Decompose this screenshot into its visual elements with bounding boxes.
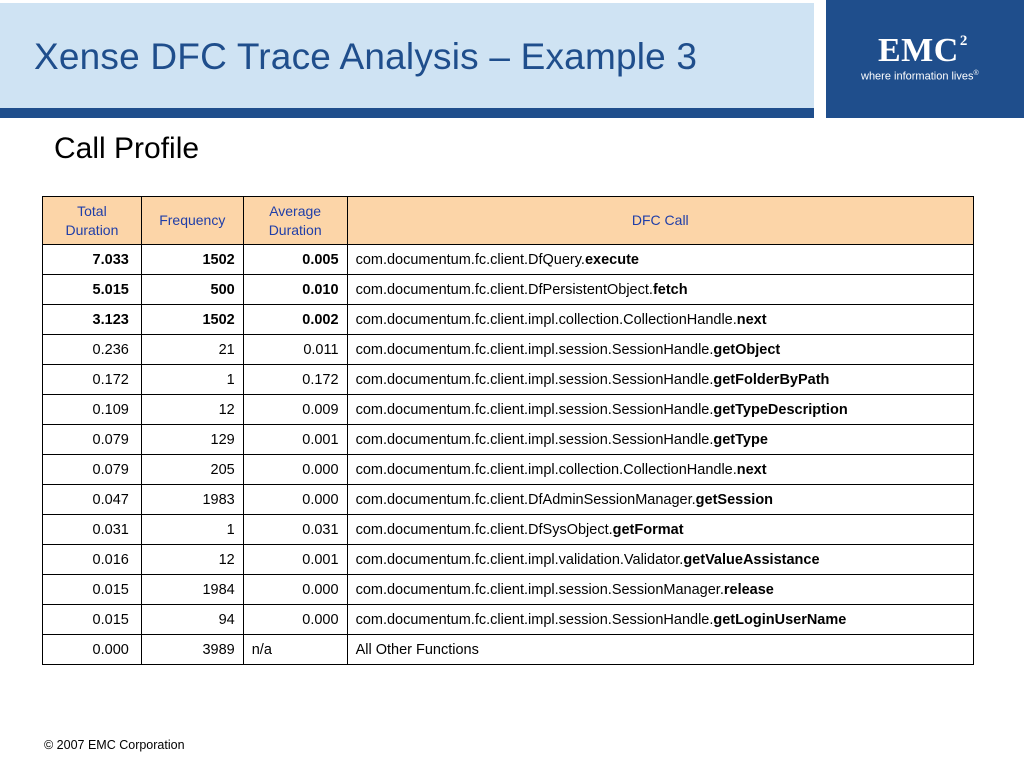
frequency-cell: 1983 [141, 485, 243, 515]
header-total-duration: Total Duration [43, 197, 142, 245]
header-average-duration: Average Duration [243, 197, 347, 245]
average-duration-cell: 0.000 [243, 605, 347, 635]
dfc-call-cell [347, 515, 973, 545]
table-row [43, 335, 974, 365]
dfc-call-cell [347, 245, 973, 275]
dfc-call-cell [347, 485, 973, 515]
logo-tagline: where information lives® [861, 70, 979, 83]
table-row [43, 545, 974, 575]
dfc-call-cell [347, 365, 973, 395]
dfc-call-class: com.documentum.fc.client.impl.session.SessionHandle. [355, 611, 714, 628]
average-duration-cell: 0.002 [243, 305, 347, 335]
frequency-cell: 1984 [141, 575, 243, 605]
frequency-cell: 1502 [141, 245, 243, 275]
dfc-call-cell [347, 635, 973, 665]
total-duration-cell: 0.109 [43, 395, 142, 425]
frequency-cell: 3989 [141, 635, 243, 665]
dfc-call-method: getType [713, 431, 768, 448]
header-rule [0, 108, 814, 118]
dfc-call-cell [347, 305, 973, 335]
dfc-call-method: getLoginUserName [713, 611, 847, 628]
table-row [43, 455, 974, 485]
frequency-cell: 12 [141, 395, 243, 425]
total-duration-cell: 5.015 [43, 275, 142, 305]
logo-mark [878, 32, 968, 70]
average-duration-cell: 0.000 [243, 455, 347, 485]
average-duration-cell: 0.005 [243, 245, 347, 275]
dfc-call-method: getFolderByPath [713, 371, 830, 388]
table-row [43, 395, 974, 425]
dfc-call-method: next [736, 311, 767, 328]
dfc-call-class: com.documentum.fc.client.impl.session.SessionHandle. [355, 371, 714, 388]
emc-logo [826, 0, 1024, 118]
total-duration-cell: 0.016 [43, 545, 142, 575]
dfc-call-class: com.documentum.fc.client.DfAdminSessionManager. [355, 491, 696, 508]
dfc-call-method: getTypeDescription [713, 401, 848, 418]
average-duration-cell: 0.000 [243, 485, 347, 515]
logo-superscript: 2 [959, 33, 968, 49]
dfc-call-method: getSession [695, 491, 774, 508]
logo-mark-text: EMC [878, 32, 959, 69]
dfc-call-class: com.documentum.fc.client.DfQuery. [355, 251, 585, 268]
frequency-cell: 500 [141, 275, 243, 305]
average-duration-cell: 0.011 [243, 335, 347, 365]
dfc-call-cell [347, 275, 973, 305]
table-row [43, 635, 974, 665]
call-profile-table [42, 196, 974, 665]
dfc-call-class: com.documentum.fc.client.impl.collection.CollectionHandle. [355, 311, 737, 328]
dfc-call-class: com.documentum.fc.client.impl.collection.CollectionHandle. [355, 461, 737, 478]
table-header-row [43, 197, 974, 245]
average-duration-cell: 0.031 [243, 515, 347, 545]
total-duration-cell: 0.236 [43, 335, 142, 365]
dfc-call-method: execute [584, 251, 639, 268]
frequency-cell: 94 [141, 605, 243, 635]
average-duration-cell: 0.001 [243, 545, 347, 575]
average-duration-cell: 0.172 [243, 365, 347, 395]
dfc-call-cell [347, 335, 973, 365]
dfc-call-cell [347, 425, 973, 455]
dfc-call-method: next [736, 461, 767, 478]
dfc-call-cell [347, 605, 973, 635]
total-duration-cell: 0.079 [43, 455, 142, 485]
dfc-call-cell [347, 545, 973, 575]
average-duration-cell: 0.009 [243, 395, 347, 425]
dfc-call-class: com.documentum.fc.client.DfPersistentObject. [355, 281, 653, 298]
dfc-call-cell [347, 575, 973, 605]
dfc-call-method: getObject [713, 341, 781, 358]
average-duration-cell: n/a [243, 635, 347, 665]
total-duration-cell: 0.047 [43, 485, 142, 515]
frequency-cell: 1 [141, 365, 243, 395]
dfc-call-method: fetch [652, 281, 688, 298]
table-row [43, 305, 974, 335]
dfc-call-class: com.documentum.fc.client.impl.validation.Validator. [355, 551, 684, 568]
total-duration-cell: 0.079 [43, 425, 142, 455]
slide-title: Xense DFC Trace Analysis – Example 3 [34, 36, 698, 77]
header-dfc-call: DFC Call [347, 197, 973, 245]
slide-subtitle: Call Profile [54, 132, 200, 165]
dfc-call-cell [347, 395, 973, 425]
dfc-call-class: com.documentum.fc.client.DfSysObject. [355, 521, 613, 538]
table-row [43, 365, 974, 395]
dfc-call-class: com.documentum.fc.client.impl.session.SessionHandle. [355, 431, 714, 448]
total-duration-cell: 0.031 [43, 515, 142, 545]
header-frequency: Frequency [141, 197, 243, 245]
total-duration-cell: 0.015 [43, 575, 142, 605]
average-duration-cell: 0.001 [243, 425, 347, 455]
dfc-call-method: release [723, 581, 774, 598]
dfc-call-class: All Other Functions [355, 641, 479, 658]
total-duration-cell: 0.172 [43, 365, 142, 395]
dfc-call-cell [347, 455, 973, 485]
table-row [43, 425, 974, 455]
table-row [43, 515, 974, 545]
copyright-footer: © 2007 EMC Corporation [44, 738, 185, 752]
average-duration-cell: 0.000 [243, 575, 347, 605]
total-duration-cell: 3.123 [43, 305, 142, 335]
total-duration-cell: 0.000 [43, 635, 142, 665]
dfc-call-method: getFormat [612, 521, 684, 538]
frequency-cell: 12 [141, 545, 243, 575]
total-duration-cell: 7.033 [43, 245, 142, 275]
frequency-cell: 205 [141, 455, 243, 485]
frequency-cell: 129 [141, 425, 243, 455]
dfc-call-class: com.documentum.fc.client.impl.session.SessionHandle. [355, 401, 714, 418]
table-row [43, 485, 974, 515]
total-duration-cell: 0.015 [43, 605, 142, 635]
frequency-cell: 1 [141, 515, 243, 545]
frequency-cell: 21 [141, 335, 243, 365]
table-row [43, 245, 974, 275]
table-row [43, 605, 974, 635]
average-duration-cell: 0.010 [243, 275, 347, 305]
table-row [43, 575, 974, 605]
dfc-call-method: getValueAssistance [683, 551, 820, 568]
frequency-cell: 1502 [141, 305, 243, 335]
dfc-call-class: com.documentum.fc.client.impl.session.SessionHandle. [355, 341, 714, 358]
dfc-call-class: com.documentum.fc.client.impl.session.SessionManager. [355, 581, 724, 598]
table-row [43, 275, 974, 305]
